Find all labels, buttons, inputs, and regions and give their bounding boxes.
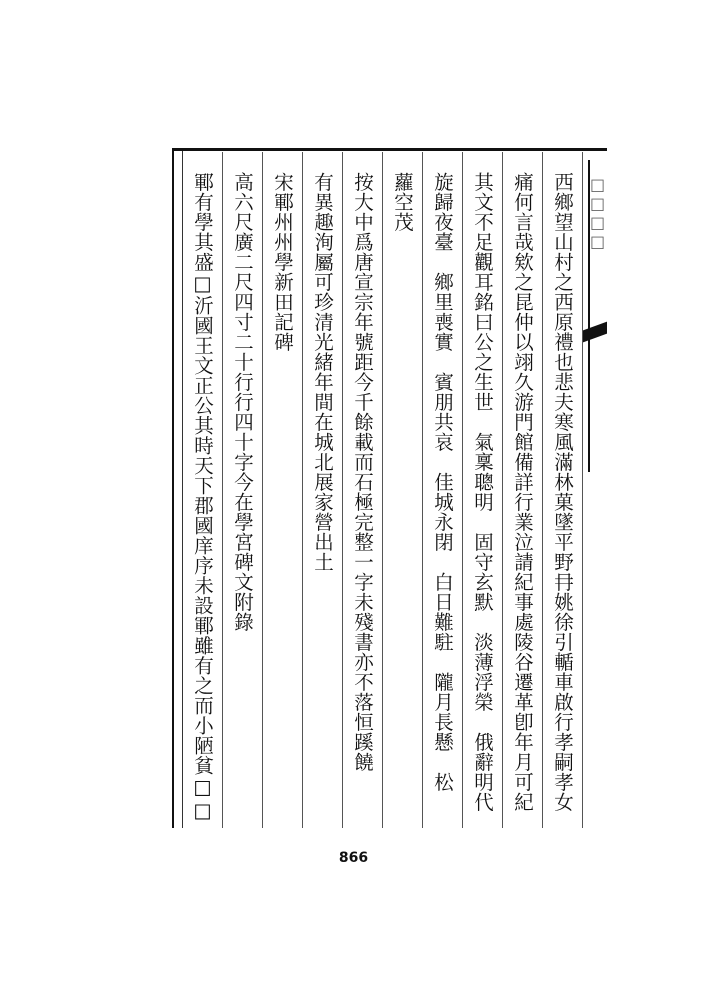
masthead-text: □□□□ <box>588 175 607 251</box>
text-column-5: 蘿空茂 <box>391 172 414 232</box>
column-rule <box>342 152 343 828</box>
text-column-3: 其文不足觀耳銘曰公之生世 氣稟聰明 固守玄默 淡薄浮榮 俄辭明代 <box>471 172 494 812</box>
column-rule <box>262 152 263 828</box>
column-rule <box>582 152 583 828</box>
column-rule <box>302 152 303 828</box>
text-column-9: 高六尺廣二尺四寸二十行行四十字今在學宮碑文附錄 <box>231 172 254 632</box>
text-column-2: 痛何言哉欸之昆仲以翊久游門館備詳行業泣請紀事處陵谷遷革卽年月可紀 <box>511 172 534 812</box>
text-column-7: 有異趣洵屬可珍清光緒年間在城北展家營出土 <box>311 172 334 572</box>
text-column-4: 旋歸夜臺 鄉里喪實 賓朋共哀 佳城永閉 白日難駐 隴月長懸 松 <box>431 172 454 792</box>
column-rule <box>462 152 463 828</box>
column-rule <box>382 152 383 828</box>
page-number: 866 <box>338 850 369 866</box>
text-column-8: 宋鄆州州學新田記碑 <box>271 172 294 352</box>
column-rule <box>502 152 503 828</box>
column-rule <box>542 152 543 828</box>
text-column-1: 西鄉望山村之西原禮也悲夫寒風滿林菓墜平野冄姚徐引輴車啟行孝嗣孝女 <box>551 172 574 812</box>
text-column-10: 鄆有學其盛□沂國王文正公其時天下郡國庠序未設鄆雖有之而小陋貧□□ <box>191 172 214 823</box>
frame-inner-left-rule <box>182 151 183 828</box>
text-column-6: 按大中爲唐宣宗年號距今千餘載而石極完整一字未殘書亦不落恒蹊饒 <box>351 172 374 772</box>
column-rule <box>222 152 223 828</box>
column-rule <box>422 152 423 828</box>
frame-top-rule <box>172 148 607 151</box>
